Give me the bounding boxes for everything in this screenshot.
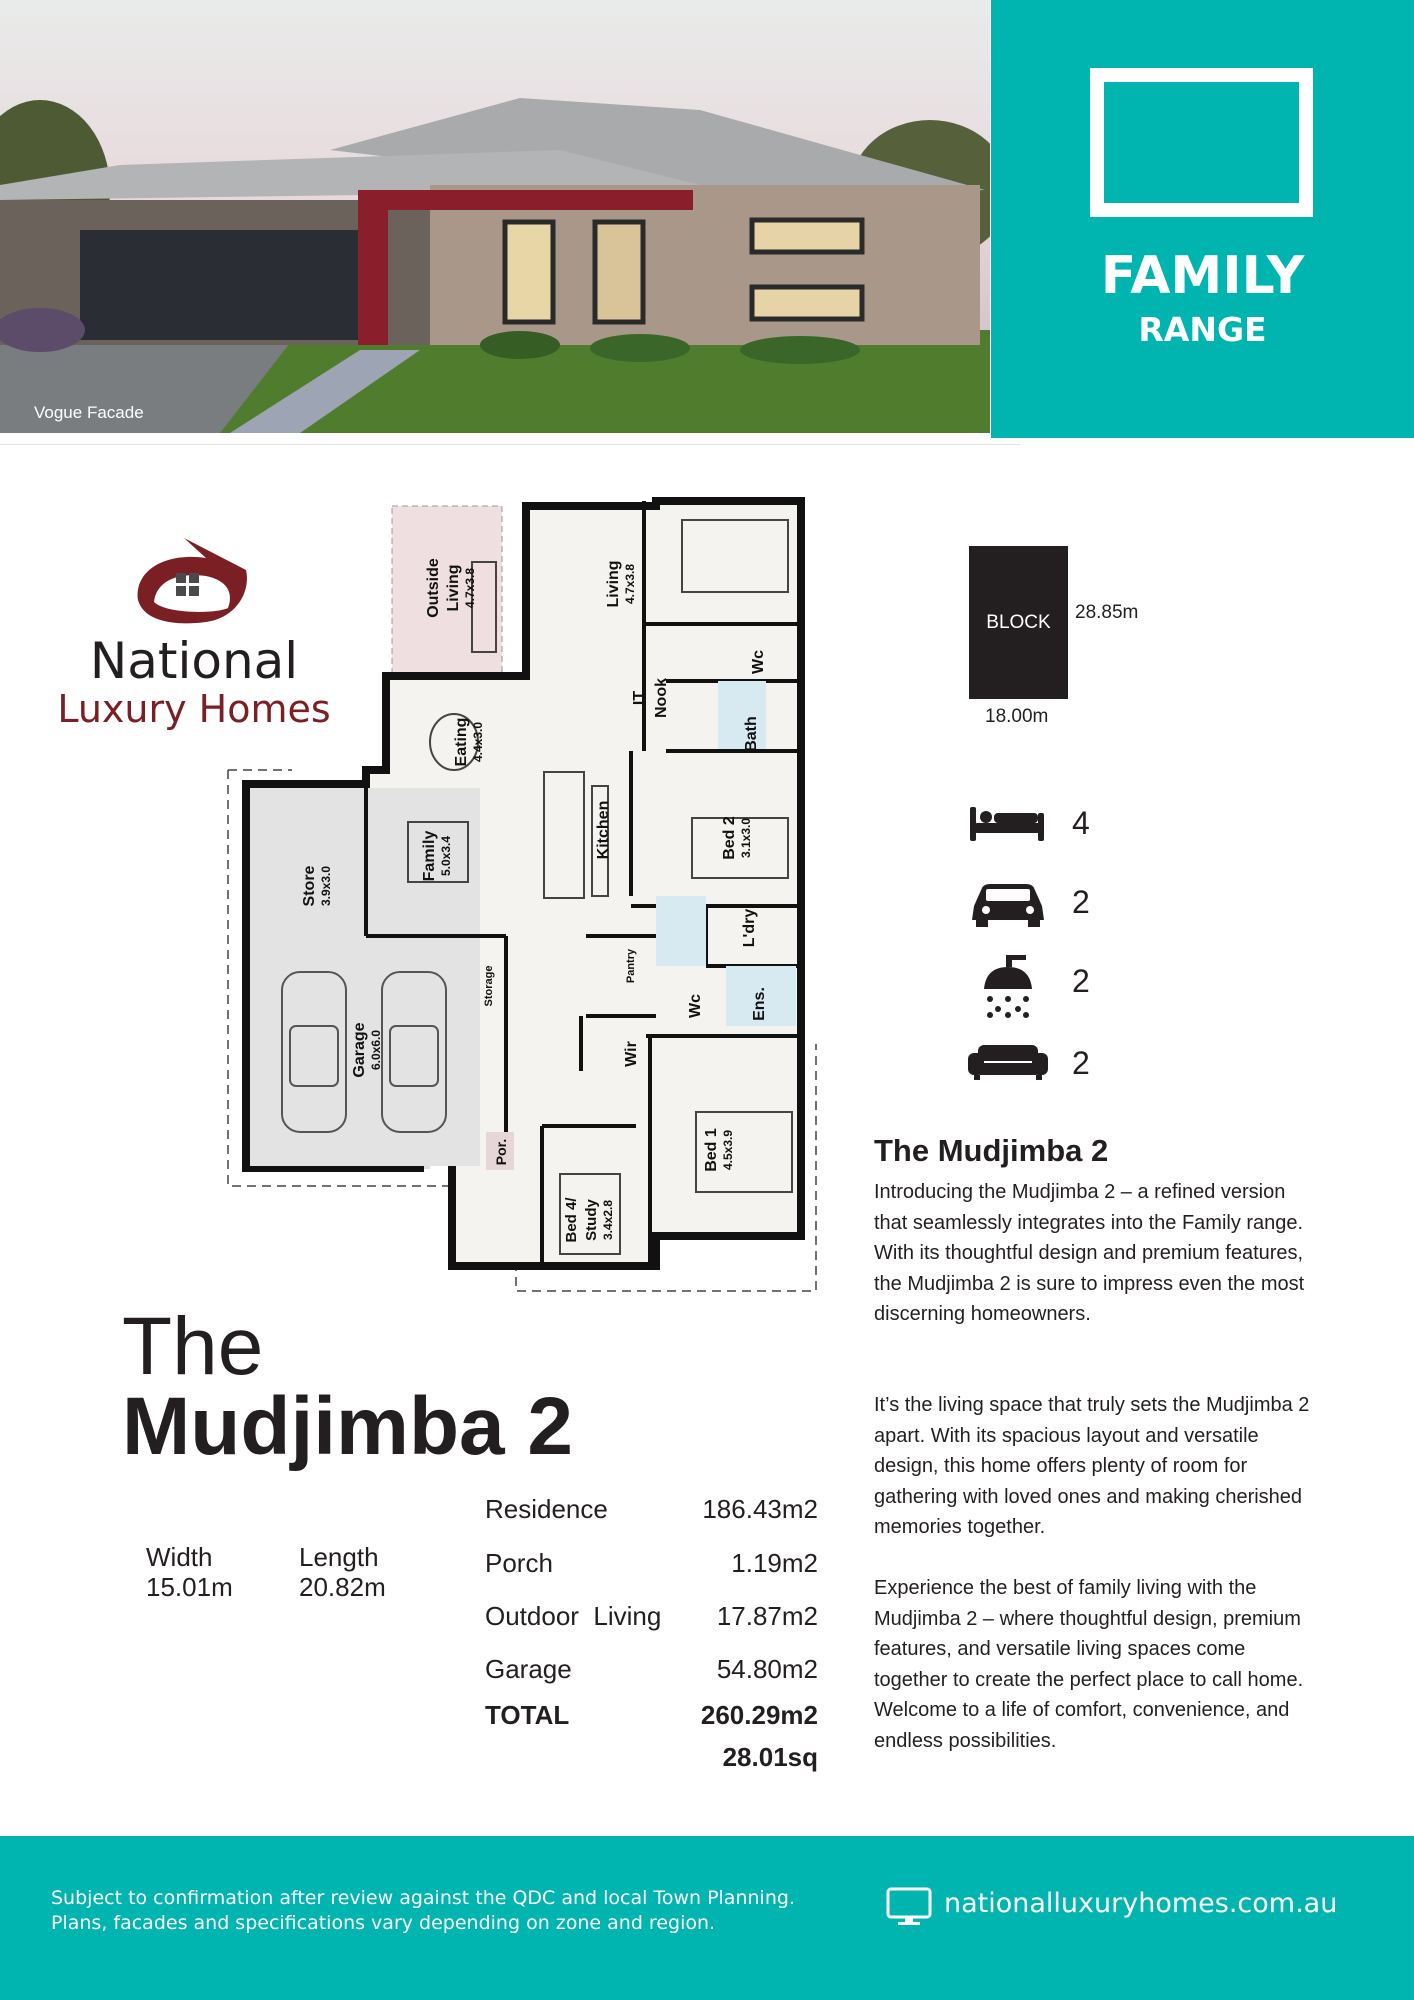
bedrooms-count: 4 [1072, 805, 1090, 841]
plan-label-pantry: Pantry [625, 948, 637, 984]
plan-label-bath: Bath [743, 716, 760, 752]
plan-dim-family: 5.0x3.4 [439, 835, 453, 877]
feature-living [968, 1041, 1168, 1085]
living-count: 2 [1072, 1045, 1090, 1081]
range-panel [991, 0, 1414, 438]
total-squares: 28.01sq [722, 1742, 818, 1772]
area-label: Residence [485, 1494, 608, 1524]
plan-dim-bed4: 3.4x2.8 [601, 1199, 615, 1241]
length-label: Length [299, 1542, 379, 1572]
area-value: 186.43m2 [702, 1494, 818, 1524]
block-label: BLOCK [986, 611, 1051, 633]
area-row-garage [485, 1654, 818, 1688]
description-paragraph-2: It’s the living space that truly sets the Mudjimba 2 apart. With its spacious layout and versatile design, this home offers plenty of room for gathering with loved ones and making cherished memories together. [874, 1394, 1310, 1538]
shower-icon [968, 955, 1048, 1019]
logo-word-national: National [89, 632, 299, 690]
plan-dim-living: 4.7x3.8 [623, 563, 637, 605]
block-width: 18.00m [985, 706, 1049, 727]
plan-dim-bed2: 3.1x3.0 [739, 817, 753, 859]
plan-label-bed1: Bed 1 [703, 1128, 720, 1172]
car-icon [968, 880, 1048, 928]
bathrooms-count: 2 [1072, 963, 1090, 999]
block-diagram [969, 546, 1068, 699]
area-row-squares [485, 1742, 818, 1776]
floor-plan [226, 496, 821, 1301]
plan-label-por: Por. [493, 1138, 509, 1166]
plan-label-nook: Nook [653, 678, 670, 718]
area-value: 54.80m2 [716, 1654, 818, 1684]
cars-count: 2 [1072, 884, 1090, 920]
plan-label-wir: Wir [623, 1041, 640, 1067]
facade-caption: Vogue Facade [34, 403, 144, 422]
total-label: TOTAL [485, 1700, 570, 1730]
area-label: Porch [485, 1548, 553, 1578]
plan-dim-eating: 4.4x3.0 [471, 721, 485, 763]
plan-label-living: Living [605, 560, 622, 608]
area-value: 17.87m2 [716, 1601, 818, 1631]
area-row-residence [485, 1494, 818, 1528]
range-subtitle: RANGE [1138, 310, 1267, 349]
website-link[interactable]: nationalluxuryhomes.com.au [944, 1888, 1338, 1919]
area-label: Garage [485, 1654, 572, 1684]
plan-label-wc: Wc [750, 650, 767, 674]
plan-dim-bed1: 4.5x3.9 [721, 1129, 735, 1171]
title-the: The [122, 1301, 264, 1392]
plan-label-outside: Outside [425, 558, 442, 618]
divider [0, 444, 1020, 445]
sofa-icon [968, 1041, 1048, 1081]
width-value: 15.01m [146, 1572, 233, 1602]
plan-label-family: Family [421, 830, 438, 882]
plan-label-garage: Garage [351, 1022, 368, 1078]
range-frame-icon [1090, 68, 1313, 217]
plan-dim-store: 3.9x3.0 [319, 865, 333, 907]
total-value: 260.29m2 [700, 1700, 818, 1730]
block-length: 28.85m [1075, 602, 1139, 623]
monitor-icon [886, 1887, 932, 1927]
disclaimer-line-2: Plans, facades and specifications vary depending on zone and region. [51, 1912, 716, 1934]
plan-label-wc2: Wc [687, 994, 704, 1018]
plan-dim-outside: 4.7x3.8 [463, 567, 477, 609]
footer [0, 1836, 1414, 2000]
plan-label-storage: Storage [483, 965, 495, 1007]
plan-label-bed4: Bed 4/ [563, 1197, 580, 1243]
plan-label-outside-living: Living [445, 564, 462, 612]
description-paragraph-1: Introducing the Mudjimba 2 – a refined version that seamlessly integrates into the Family range. With its thoughtful design and premium features, the Mudjimba 2 is sure to impress even the most discerning homeowners. [874, 1181, 1305, 1325]
width-label: Width [146, 1542, 213, 1572]
disclaimer-line-1: Subject to confirmation after review against the QDC and local Town Planning. [51, 1887, 795, 1909]
area-row-total [485, 1700, 818, 1734]
area-row-porch [485, 1548, 818, 1582]
bed-icon [968, 801, 1048, 845]
model-name: Mudjimba 2 [122, 1381, 574, 1472]
description-paragraph-3: Experience the best of family living with the Mudjimba 2 – where thoughtful design, premium features, and versatile living spaces come together to create the perfect place to call home. Welcome to a life of comfort, convenience, and endless possibilities. [874, 1577, 1304, 1752]
feature-bathrooms [968, 955, 1168, 1019]
plan-label-ens: Ens. [751, 987, 768, 1021]
area-label: Outdoor Living [485, 1601, 662, 1631]
plan-label-bed2: Bed 2 [721, 816, 738, 860]
length-value: 20.82m [299, 1572, 386, 1602]
area-row-outdoor-living [485, 1601, 818, 1635]
facade-image [0, 0, 990, 433]
plan-label-ldry: L'dry [741, 908, 758, 948]
plan-label-study: Study [583, 1199, 600, 1241]
area-value: 1.19m2 [731, 1548, 818, 1578]
plan-dim-garage: 6.0x6.0 [369, 1029, 383, 1071]
feature-bedrooms [968, 801, 1168, 845]
plan-label-it: IT [631, 690, 648, 706]
description-title: The Mudjimba 2 [874, 1133, 1109, 1168]
plan-label-store: Store [301, 865, 318, 907]
range-title: FAMILY [1100, 246, 1305, 306]
feature-cars [968, 880, 1168, 924]
logo-word-luxury-homes: Luxury Homes [57, 687, 331, 731]
plan-label-eating: Eating [453, 717, 470, 767]
plan-label-kitchen: Kitchen [595, 800, 612, 860]
